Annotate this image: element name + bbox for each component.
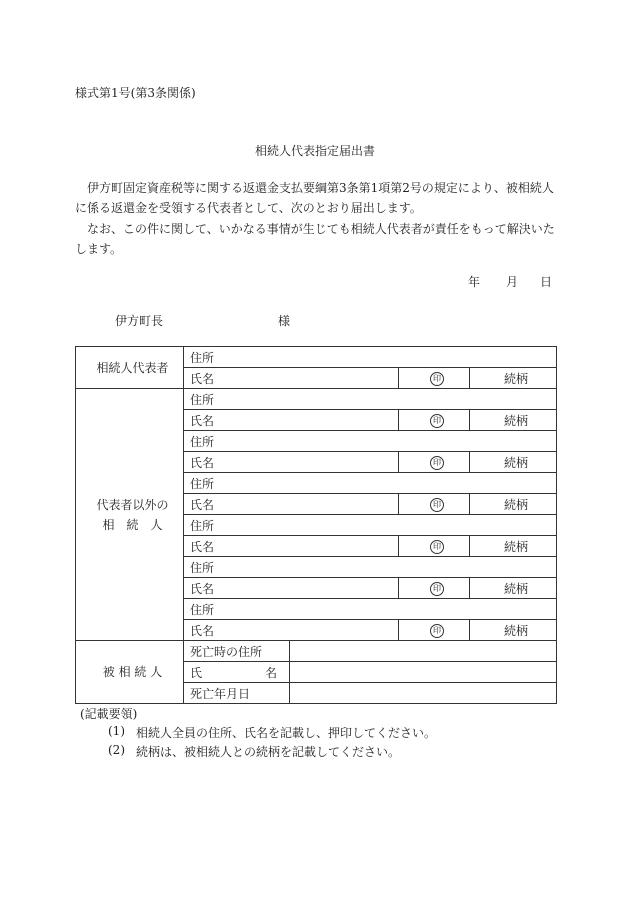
addressee-label: 伊方町長	[115, 314, 164, 328]
date-day-label: 日	[540, 275, 553, 289]
deceased-address-field[interactable]	[290, 641, 557, 662]
seal-cell	[399, 620, 470, 641]
other-heirs-label-line1: 代表者以外の	[96, 497, 169, 512]
representative-address-row	[76, 347, 557, 368]
seal-cell	[399, 536, 470, 557]
deceased-group-label: 被 相 続 人	[76, 641, 184, 704]
name-field[interactable]: 氏名	[184, 620, 399, 641]
seal-icon: 印	[430, 456, 444, 470]
deceased-name-field[interactable]	[290, 662, 557, 683]
name-field[interactable]: 氏名	[184, 368, 399, 389]
date-month-label: 月	[506, 275, 519, 289]
address-field[interactable]: 住所	[184, 515, 557, 536]
relation-label: 続柄	[470, 410, 557, 431]
seal-cell	[399, 410, 470, 431]
deceased-address-label: 死亡時の住所	[184, 641, 290, 662]
address-field[interactable]: 住所	[184, 599, 557, 620]
name-field[interactable]: 氏名	[184, 410, 399, 431]
seal-icon: 印	[430, 582, 444, 596]
body-paragraph-2: なお、この件に関して、いかなる事情が生じても相続人代表者が責任をもって解決いたします。	[75, 222, 555, 256]
deceased-name-label	[184, 662, 290, 683]
date-year-label: 年	[468, 275, 481, 289]
seal-cell	[399, 494, 470, 515]
document-title: 相続人代表指定届出書	[254, 144, 375, 158]
deceased-name-label-part1: 氏	[190, 665, 203, 680]
relation-label: 続柄	[470, 452, 557, 473]
deceased-name-label-part2: 名	[264, 665, 277, 680]
other-heir-address-row	[76, 389, 557, 410]
relation-label: 続柄	[470, 578, 557, 599]
relation-label: 続柄	[470, 536, 557, 557]
form-number: 様式第1号(第3条関係)	[75, 86, 196, 100]
seal-cell	[399, 452, 470, 473]
seal-icon: 印	[430, 624, 444, 638]
note-2-text: 続柄は、被相続人との続柄を記載してください。	[136, 745, 401, 759]
deceased-address-row	[76, 641, 557, 662]
address-field[interactable]: 住所	[184, 557, 557, 578]
heirs-table	[75, 346, 557, 704]
relation-label: 続柄	[470, 620, 557, 641]
other-heirs-group-label	[76, 389, 184, 641]
relation-label: 続柄	[470, 494, 557, 515]
seal-cell	[399, 578, 470, 599]
seal-cell	[399, 368, 470, 389]
deceased-date-field[interactable]	[290, 683, 557, 704]
relation-label: 続柄	[470, 368, 557, 389]
address-field[interactable]: 住所	[184, 473, 557, 494]
name-field[interactable]: 氏名	[184, 494, 399, 515]
note-2-number: (2)	[108, 743, 125, 757]
seal-icon: 印	[430, 498, 444, 512]
body-paragraph-1: 伊方町固定資産税等に関する返還金支払要綱第3条第1項第2号の規定により、被相続人に係る返還金を受領する代表者として、次のとおり届出します。	[75, 181, 554, 215]
address-field[interactable]: 住所	[184, 431, 557, 452]
address-field[interactable]: 住所	[184, 389, 557, 410]
notes-title: (記載要領)	[80, 707, 138, 721]
seal-icon: 印	[430, 540, 444, 554]
note-1-number: (1)	[108, 724, 125, 738]
other-heirs-label-line2: 相 続 人	[102, 517, 163, 532]
seal-icon: 印	[430, 372, 444, 386]
representative-group-label: 相続人代表者	[76, 347, 184, 389]
seal-icon: 印	[430, 414, 444, 428]
address-field[interactable]: 住所	[184, 347, 557, 368]
name-field[interactable]: 氏名	[184, 536, 399, 557]
note-1-text: 相続人全員の住所、氏名を記載し、押印してください。	[136, 726, 437, 740]
deceased-date-label: 死亡年月日	[184, 683, 290, 704]
addressee-honorific: 様	[278, 314, 291, 328]
name-field[interactable]: 氏名	[184, 578, 399, 599]
name-field[interactable]: 氏名	[184, 452, 399, 473]
